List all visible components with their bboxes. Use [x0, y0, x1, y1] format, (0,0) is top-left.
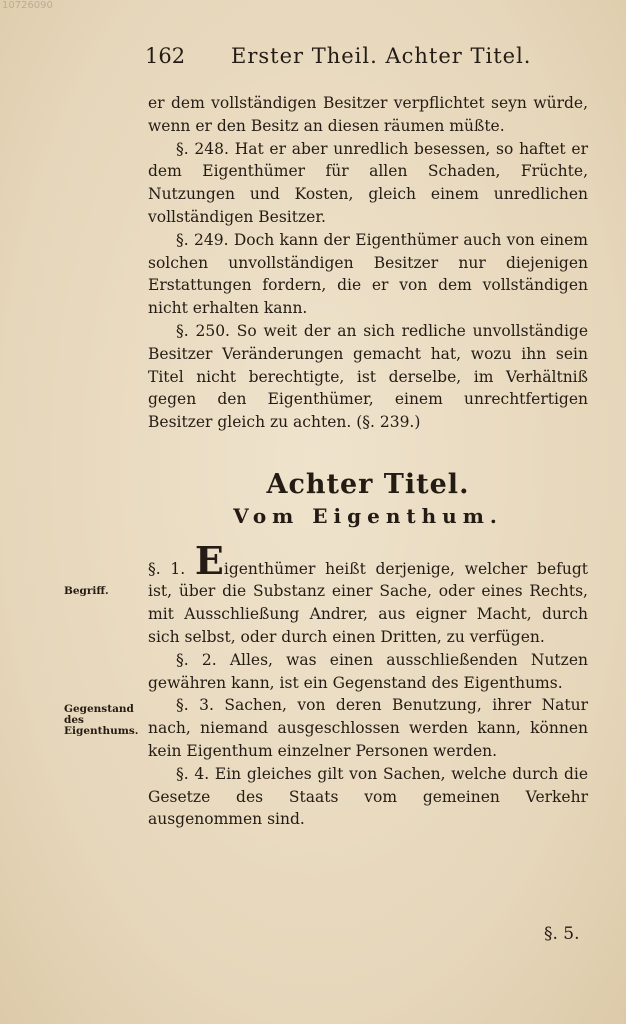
paragraph: §. 249. Doch kann der Eigenthümer auch von einem solchen unvollständigen Besitzer nur diejenigen Erstattungen fordern, die er von dem vollständigen nicht erhalten kann.: [148, 230, 588, 318]
paragraph-text: igenthümer heißt derjenige, welcher befugt ist, über die Substanz einer Sache, oder eines Rechts, mit Ausschließung Andrer, aus eigner Macht, durch sich selbst, oder durch einen Dritten, zu verfügen.: [148, 559, 588, 646]
paragraph-1: [148, 537, 588, 649]
body-text: [148, 92, 588, 831]
paragraph: §. 4. Ein gleiches gilt von Sachen, welche durch die Gesetze des Staats vom gemeinen Verkehr ausgenommen sind.: [148, 764, 588, 829]
paragraph: §. 2. Alles, was einen ausschließenden Nutzen gewähren kann, ist ein Gegenstand des Eigenthums.: [148, 650, 588, 692]
paragraph: §. 250. So weit der an sich redliche unvollständige Besitzer Veränderungen gemacht hat, wozu ihn sein Titel nicht berechtigte, ist derselbe, im Verhältniß gegen den Eigenthümer, einem unrechtfertigen Besitzer gleich zu achten. (§. 239.): [148, 321, 588, 432]
section-title: Achter Titel.: [266, 468, 470, 500]
paragraph-prefix: §. 1.: [148, 559, 195, 578]
margin-note-begriff: Begriff.: [64, 585, 109, 597]
drop-cap: E: [194, 537, 224, 583]
paragraph: §. 3. Sachen, von deren Benutzung, ihrer Natur nach, niemand ausgeschlossen werden kann, können kein Eigenthum einzelner Personen werden.: [148, 696, 588, 760]
paragraph: §. 248. Hat er aber unredlich besessen, so haftet er dem Eigenthümer für allen Schaden, Früchte, Nutzungen und Kosten, gleich einem unredlichen vollständigen Besitzer.: [148, 139, 588, 226]
catchword: §. 5.: [544, 924, 580, 944]
section-subtitle: Vom Eigenthum.: [233, 503, 503, 528]
paragraph: er dem vollständigen Besitzer verpflichtet seyn würde, wenn er den Besitz an diesen räumen müßte.: [148, 94, 588, 135]
running-header: [145, 44, 605, 76]
page-number: 162: [145, 44, 186, 68]
library-stamp: 10726090: [2, 0, 53, 11]
running-title: Erster Theil. Achter Titel.: [231, 44, 532, 68]
margin-note-gegenstand: Gegenstand des Eigenthums.: [64, 703, 139, 737]
